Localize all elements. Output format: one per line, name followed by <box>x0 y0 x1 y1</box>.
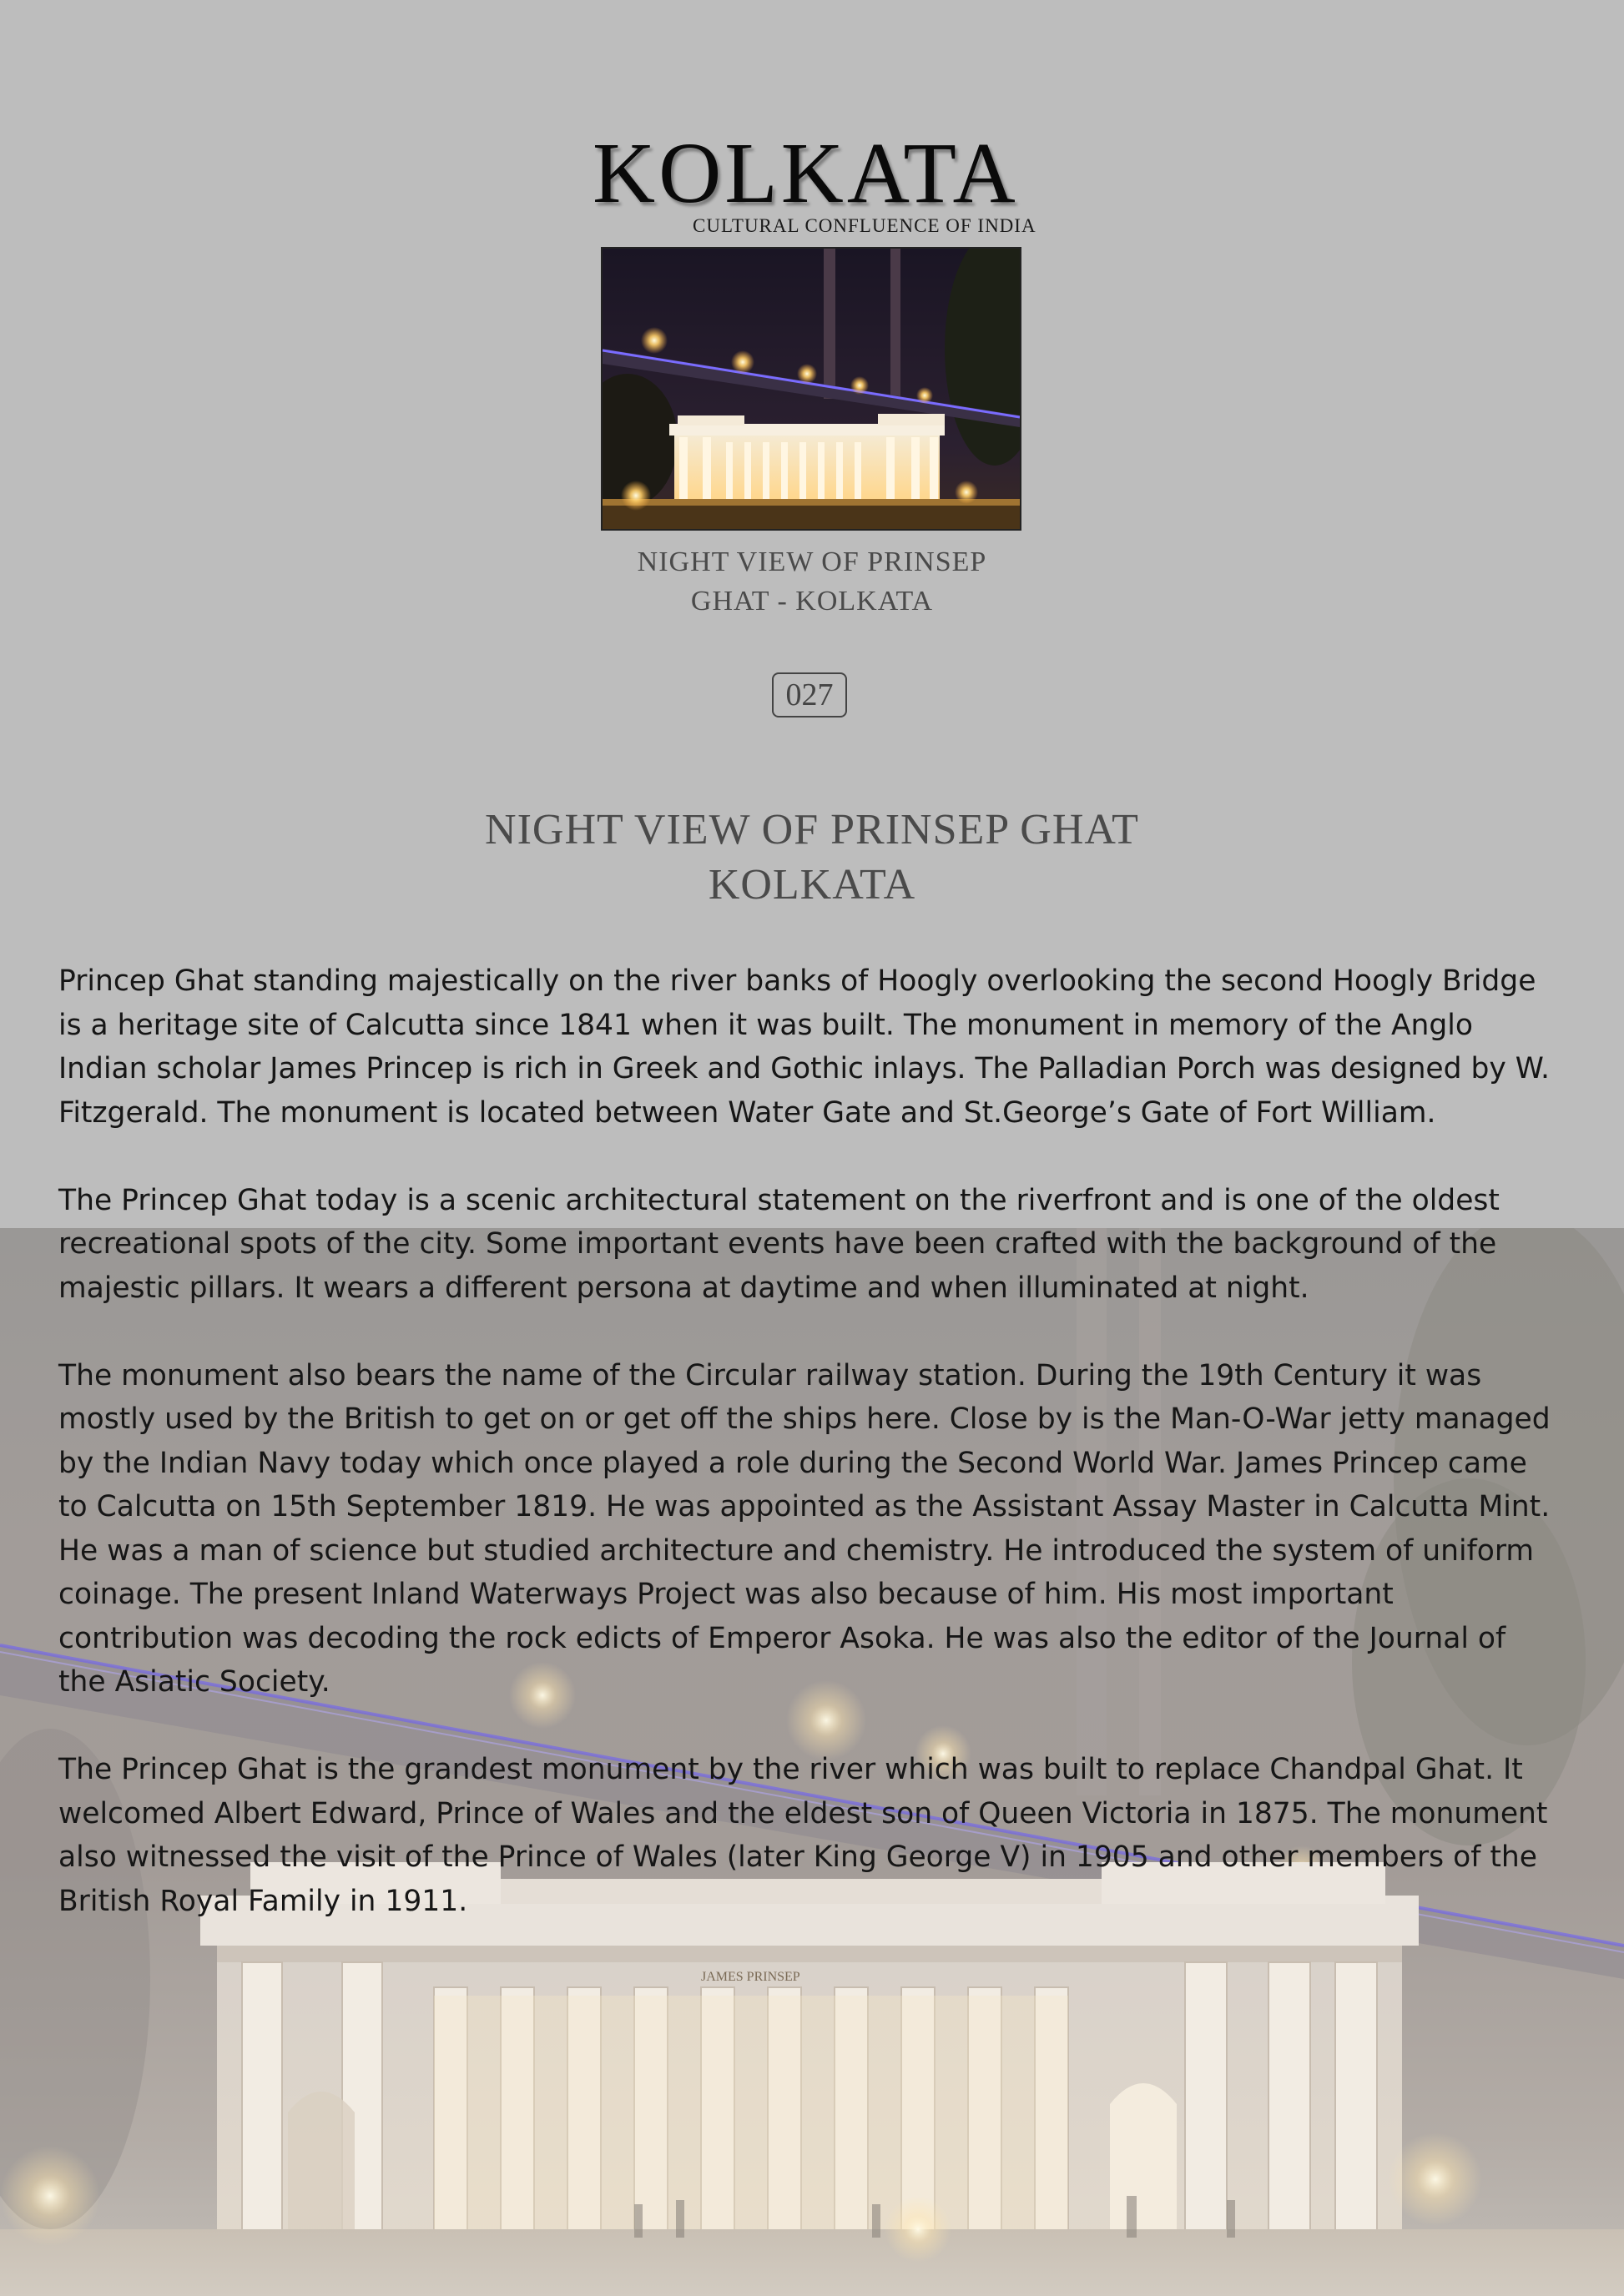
article-paragraph: The monument also bears the name of the Circular railway station. During the 19th Century it was mostly used by the British to get on or get off the ships here. Close by is the Man-O-War jetty managed by the Indian Navy today which once played a role during the Second World War. James Princep came to Calcutta on 15th September 1819. He was appointed as the Assistant Assay Master in Calcutta Mint. He was a man of science but studied architecture and chemistry. He introduced the system of uniform coinage. The present Inland Waterways Project was also because of him. His most important contribution was decoding the rock edicts of Emperor Asoka. He was also the editor of the Journal of the Asiatic Society. <box>58 1358 1551 1699</box>
article-body <box>58 959 1561 1967</box>
page-number-badge: 027 <box>772 672 847 718</box>
photo-caption-line1: NIGHT VIEW OF PRINSEP <box>637 546 987 577</box>
article-title-line1: NIGHT VIEW OF PRINSEP GHAT <box>485 806 1139 853</box>
monument-inscription: JAMES PRINSEP <box>701 1970 800 1984</box>
masthead-subtitle: CULTURAL CONFLUENCE OF INDIA <box>693 215 1036 236</box>
photo-caption <box>0 542 1624 621</box>
featured-photo <box>601 247 1021 531</box>
photo-caption-line2: GHAT - KOLKATA <box>690 586 934 617</box>
article-title <box>0 803 1624 913</box>
masthead-title: KOLKATA <box>593 125 1019 221</box>
article-paragraph: The Princep Ghat is the grandest monument by the river which was built to replace Chandpal Ghat. It welcomed Albert Edward, Prince of Wales and the eldest son of Queen Victoria in 1875. The monument also witnessed the visit of the Prince of Wales (later King George V) in 1905 and other members of the British Royal Family in 1911. <box>58 1753 1548 1918</box>
article-paragraph: The Princep Ghat today is a scenic architectural statement on the riverfront and is one of the oldest recreational spots of the city. Some important events have been crafted with the background of the majestic pillars. It wears a different persona at daytime and when illuminated at night. <box>58 1183 1500 1305</box>
article-title-line2: KOLKATA <box>708 861 916 909</box>
article-paragraph: Princep Ghat standing majestically on the river banks of Hoogly overlooking the second Hoogly Bridge is a heritage site of Calcutta since 1841 when it was built. The monument in memory of the Anglo Indian scholar James Princep is rich in Greek and Gothic inlays. The Palladian Porch was designed by W. Fitzgerald. The monument is located between Water Gate and St.George’s Gate of Fort William. <box>58 964 1550 1130</box>
